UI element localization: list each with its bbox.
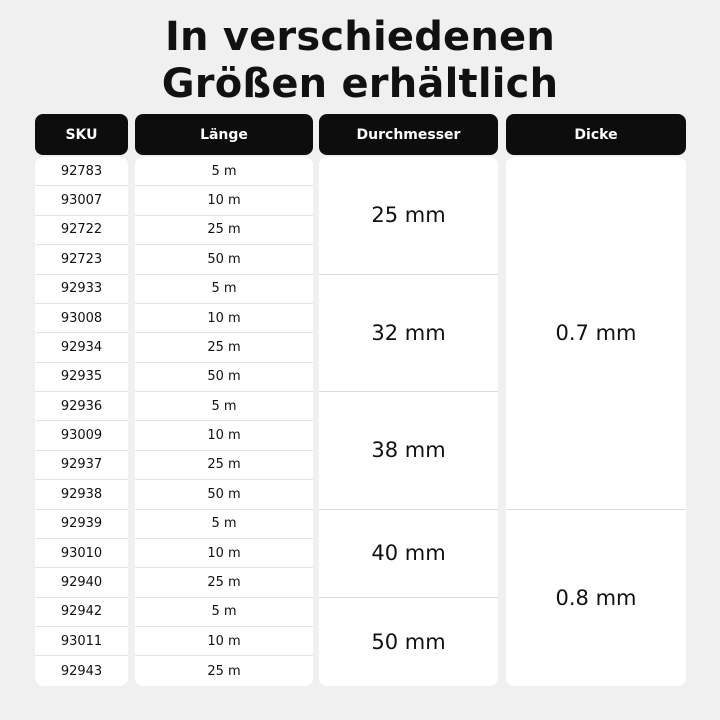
length-cell: 50 m [135, 363, 313, 392]
sku-cell: 93009 [35, 421, 128, 450]
diameter-column [319, 157, 498, 686]
sku-cell: 93008 [35, 304, 128, 333]
sku-cell: 92938 [35, 480, 128, 509]
sku-cell: 92942 [35, 598, 128, 627]
title-line-2: Größen erhältlich [161, 61, 559, 107]
sku-cell: 92936 [35, 392, 128, 421]
diameter-cell: 25 mm [319, 157, 498, 275]
sku-cell: 92940 [35, 568, 128, 597]
length-cell: 25 m [135, 216, 313, 245]
diameter-cell: 40 mm [319, 510, 498, 598]
length-cell: 5 m [135, 392, 313, 421]
header-durchmesser: Durchmesser [319, 114, 498, 155]
length-cell: 25 m [135, 333, 313, 362]
sku-cell: 93007 [35, 186, 128, 215]
thickness-cell: 0.8 mm [555, 585, 637, 610]
sku-cell: 92723 [35, 245, 128, 274]
length-cell: 10 m [135, 421, 313, 450]
thickness-column [506, 157, 686, 686]
sku-column [35, 157, 128, 686]
length-cell: 5 m [135, 598, 313, 627]
sku-cell: 92943 [60, 663, 103, 679]
sku-cell: 92935 [35, 363, 128, 392]
length-cell: 50 m [135, 480, 313, 509]
header-dicke: Dicke [506, 114, 686, 155]
page-title [0, 14, 720, 108]
length-cell: 10 m [135, 304, 313, 333]
length-cell: 10 m [135, 627, 313, 656]
diameter-cell: 32 mm [319, 275, 498, 393]
sku-cell: 92934 [35, 333, 128, 362]
length-cell: 25 m [135, 568, 313, 597]
length-cell: 5 m [135, 275, 313, 304]
sku-cell: 92937 [35, 451, 128, 480]
length-cell: 25 m [207, 663, 241, 679]
thickness-cell: 0.7 mm [506, 157, 686, 510]
sku-cell: 92933 [35, 275, 128, 304]
length-cell: 50 m [135, 245, 313, 274]
sku-cell: 92939 [35, 510, 128, 539]
length-cell: 5 m [135, 510, 313, 539]
length-cell: 5 m [135, 157, 313, 186]
sku-cell: 93011 [35, 627, 128, 656]
sku-cell: 93010 [35, 539, 128, 568]
diameter-cell: 50 mm [371, 629, 446, 654]
diameter-cell: 38 mm [319, 392, 498, 510]
sku-cell: 92722 [35, 216, 128, 245]
length-cell: 25 m [135, 451, 313, 480]
header-laenge: Länge [135, 114, 313, 155]
sku-cell: 92783 [35, 157, 128, 186]
header-sku: SKU [35, 114, 128, 155]
length-cell: 10 m [135, 186, 313, 215]
length-cell: 10 m [135, 539, 313, 568]
title-line-1: In verschiedenen [164, 14, 556, 60]
length-column [135, 157, 313, 686]
